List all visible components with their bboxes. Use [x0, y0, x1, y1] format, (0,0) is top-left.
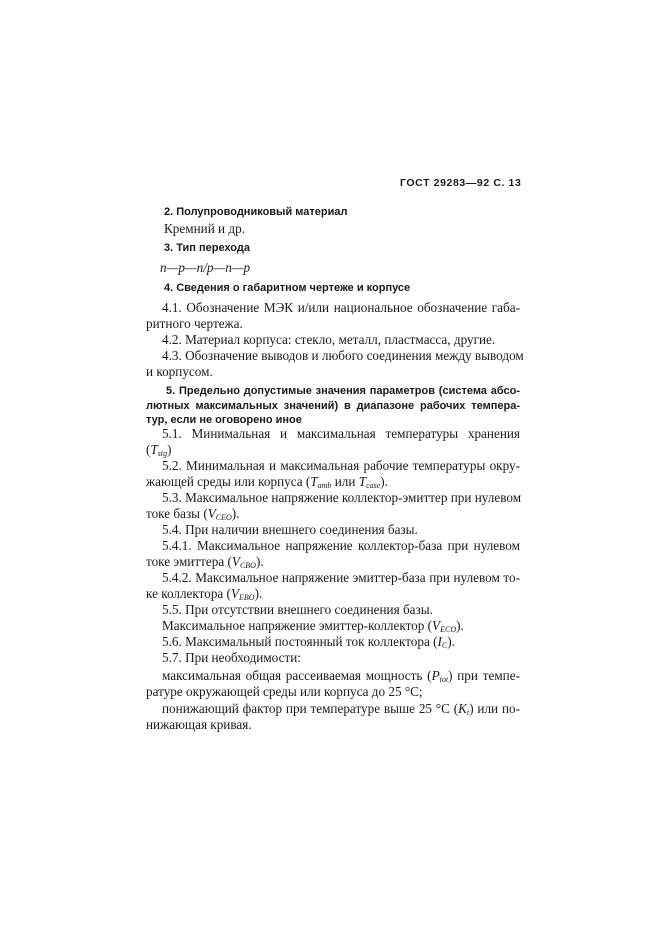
para-4-3-line1: 4.3. Обозначение выводов и любого соединения между выводом — [162, 348, 524, 363]
section-4-title: 4. Сведения о габаритном чертеже и корпусе — [164, 282, 411, 294]
para-5-4-2-end: ). — [254, 586, 263, 601]
para-5-4-2-text: ке коллектора ( — [146, 586, 231, 601]
subscript-c: C — [441, 641, 448, 650]
section-5-title-line2: лютных максимальных значений) в диапазоне рабочих темпера- — [146, 400, 520, 412]
para-5-3-line2 — [146, 506, 240, 522]
para-5-7-b-end: ) или по- — [469, 701, 520, 716]
subscript-amb: amb — [317, 481, 332, 490]
para-5-6-text: 5.6. Максимальный постоянный ток коллектора ( — [162, 634, 438, 649]
para-5-7: 5.7. При необходимости: — [162, 650, 301, 665]
para-5-4: 5.4. При наличии внешнего соединения базы. — [162, 522, 418, 537]
para-5-5-b — [162, 618, 464, 634]
para-5-5: 5.5. При отсутствии внешнего соединения базы. — [162, 602, 433, 617]
section-3-body: n—p—n/p—n—p — [160, 260, 251, 275]
para-5-2-end: ). — [380, 474, 388, 489]
para-5-2-line1: 5.2. Минимальная и максимальная рабочие температуры окру- — [162, 458, 520, 473]
para-4-2: 4.2. Материал корпуса: стекло, металл, пластмасса, другие. — [162, 332, 496, 347]
para-5-6-end: ). — [447, 634, 455, 649]
para-5-1-line2: $(T_{stg})$ — [146, 442, 172, 458]
subscript-t: t — [466, 708, 470, 717]
para-5-7-b-line1 — [162, 701, 520, 717]
para-5-3-line1: 5.3. Максимальное напряжение коллектор-эмиттер при нулевом — [162, 490, 522, 505]
para-5-7-b-text: понижающий фактор при температуре выше 25 °C ( — [162, 701, 459, 716]
para-5-4-1-end: ). — [255, 554, 264, 569]
subscript-stg: stg — [157, 449, 168, 458]
symbol-t-case: T — [358, 474, 367, 489]
para-5-7-a-line2: ратуре окружающей среды или корпуса до 25 °C; — [146, 684, 423, 699]
para-5-4-1-line2 — [146, 554, 264, 570]
section-3-title: 3. Тип перехода — [164, 242, 250, 254]
symbol-v-ebo: V — [230, 586, 240, 601]
para-5-1-line1: 5.1. Минимальная и максимальная температуры хранения — [162, 426, 520, 441]
para-5-7-b-line2: нижающая кривая. — [146, 717, 252, 732]
section-2-body: Кремний и др. — [164, 221, 246, 236]
symbol-v-ceo: V — [207, 506, 216, 521]
para-5-4-2-line2 — [146, 586, 262, 602]
para-5-3-text: токе базы ( — [146, 506, 208, 521]
para-5-2-line2 — [146, 474, 388, 490]
symbol-t-amb: T — [310, 474, 318, 489]
para-5-4-1-text: токе эмиттера ( — [146, 554, 232, 569]
para-5-5-b-text: Максимальное напряжение эмиттер-коллектор ( — [162, 618, 433, 633]
section-5-title-line3: тур, если не оговорено иное — [146, 414, 302, 426]
para-4-1-line1: 4.1. Обозначение МЭК и/или национальное обозначение габа- — [162, 300, 520, 315]
symbol-t-stg: T — [150, 442, 158, 457]
para-5-7-a-end: ) при темпе- — [448, 668, 520, 683]
symbol-i-c: I — [437, 634, 442, 649]
para-4-1-line2: ритного чертежа. — [146, 316, 243, 331]
para-5-7-a-text: максимальная общая рассеиваемая мощность ( — [162, 668, 432, 683]
subscript-case: case — [366, 481, 381, 490]
para-5-4-2-line1: 5.4.2. Максимальное напряжение эмиттер-база при нулевом то- — [162, 570, 520, 585]
symbol-v-eco: V — [432, 618, 441, 633]
para-5-7-a-line1 — [162, 668, 520, 684]
symbol-v-cbo: V — [231, 554, 240, 569]
para-5-5-b-end: ). — [456, 618, 464, 633]
para-5-3-end: ). — [231, 506, 240, 521]
para-5-4-1-line1: 5.4.1. Максимальное напряжение коллектор-база при нулевом — [162, 538, 520, 553]
subscript-tot: tot — [439, 675, 449, 684]
symbol-k-t: K — [458, 701, 467, 716]
para-5-2-text: жающей среды или корпуса ( — [146, 474, 311, 489]
section-2-title: 2. Полупроводниковый материал — [164, 206, 348, 218]
symbol-p-tot: P — [431, 668, 440, 683]
subscript-ceo: CEO — [215, 513, 232, 522]
subscript-eco: ECO — [440, 625, 457, 634]
para-4-3-line2: и корпусом. — [146, 364, 213, 379]
section-5-title-line1: 5. Предельно допустимые значения параметров (система абсо- — [166, 385, 520, 397]
subscript-cbo: CBO — [239, 561, 256, 570]
para-5-6 — [162, 634, 455, 650]
para-5-2-or: или — [331, 474, 359, 489]
page-header: ГОСТ 29283—92 С. 13 — [400, 177, 522, 189]
subscript-ebo: EBO — [239, 593, 255, 602]
